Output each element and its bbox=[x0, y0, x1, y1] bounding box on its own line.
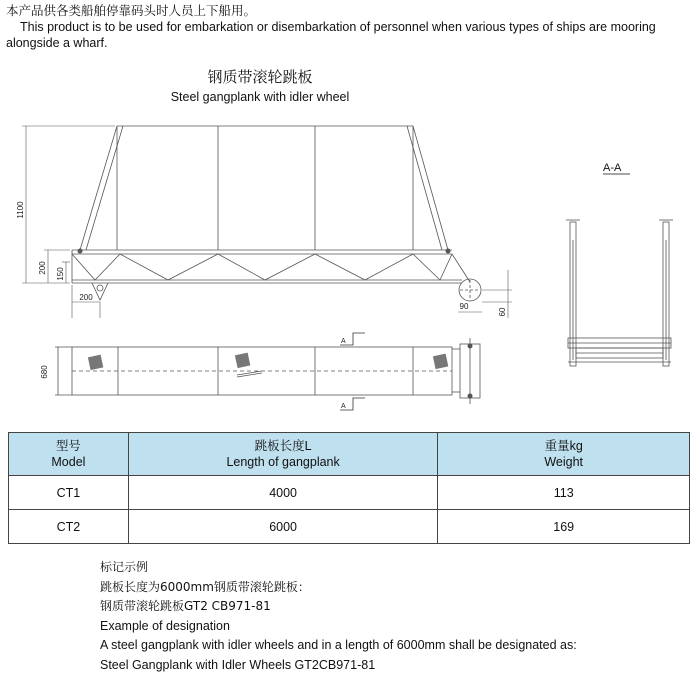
dim-90: 90 bbox=[459, 302, 469, 311]
cell-weight: 113 bbox=[438, 476, 690, 510]
dim-680: 680 bbox=[40, 365, 49, 379]
dim-150: 150 bbox=[56, 267, 65, 281]
dim-60: 60 bbox=[498, 307, 507, 317]
designation-heading-en: Example of designation bbox=[100, 618, 230, 633]
section-marker-top: A bbox=[341, 338, 346, 345]
dimension-lines bbox=[22, 126, 512, 318]
cell-weight: 169 bbox=[438, 510, 690, 544]
dim-200-height: 200 bbox=[38, 261, 47, 275]
gangplank-drawing bbox=[0, 110, 700, 425]
section-label: A-A bbox=[603, 162, 622, 174]
drawing-title-en: Steel gangplank with idler wheel bbox=[170, 90, 350, 104]
spec-table bbox=[8, 432, 690, 544]
cell-model: CT2 bbox=[9, 510, 129, 544]
dim-200-width: 200 bbox=[79, 293, 93, 302]
designation-mark-en: Steel Gangplank with Idler Wheels GT2CB971-81 bbox=[100, 657, 376, 672]
table-row bbox=[9, 510, 690, 544]
cell-length: 6000 bbox=[128, 510, 438, 544]
section-view bbox=[566, 220, 673, 366]
cell-model: CT1 bbox=[9, 476, 129, 510]
designation-heading-cn: 标记示例 bbox=[100, 560, 149, 574]
designation-desc-en: A steel gangplank with idler wheels and in a length of 6000mm shall be designated as: bbox=[100, 638, 577, 652]
designation-example bbox=[100, 558, 577, 675]
drawing-title-cn: 钢质带滚轮跳板 bbox=[207, 68, 313, 86]
intro-en: This product is to be used for embarkation or disembarkation of personnel when various types of ships are mooring alongside a wharf. bbox=[6, 20, 656, 50]
intro-cn: 本产品供各类船舶停靠码头时人员上下船用。 bbox=[6, 4, 257, 18]
table-row bbox=[9, 476, 690, 510]
dimension-labels bbox=[16, 201, 507, 379]
header-length: 跳板长度L Length of gangplank bbox=[128, 433, 438, 476]
designation-desc-cn: 跳板长度为6000mm钢质带滚轮跳板： bbox=[100, 579, 310, 594]
designation-mark-cn: 钢质带滚轮跳板GT2 CB971-81 bbox=[100, 599, 271, 613]
plan-view bbox=[55, 338, 480, 404]
side-elevation bbox=[72, 126, 481, 301]
cell-length: 4000 bbox=[128, 476, 438, 510]
anti-slip-plates bbox=[88, 353, 448, 370]
section-marker-bottom: A bbox=[341, 403, 346, 410]
dim-1100: 1100 bbox=[16, 201, 25, 219]
header-model: 型号 Model bbox=[9, 433, 129, 476]
table-header-row bbox=[9, 433, 690, 476]
header-weight: 重量kg Weight bbox=[438, 433, 690, 476]
intro-text bbox=[6, 3, 696, 51]
